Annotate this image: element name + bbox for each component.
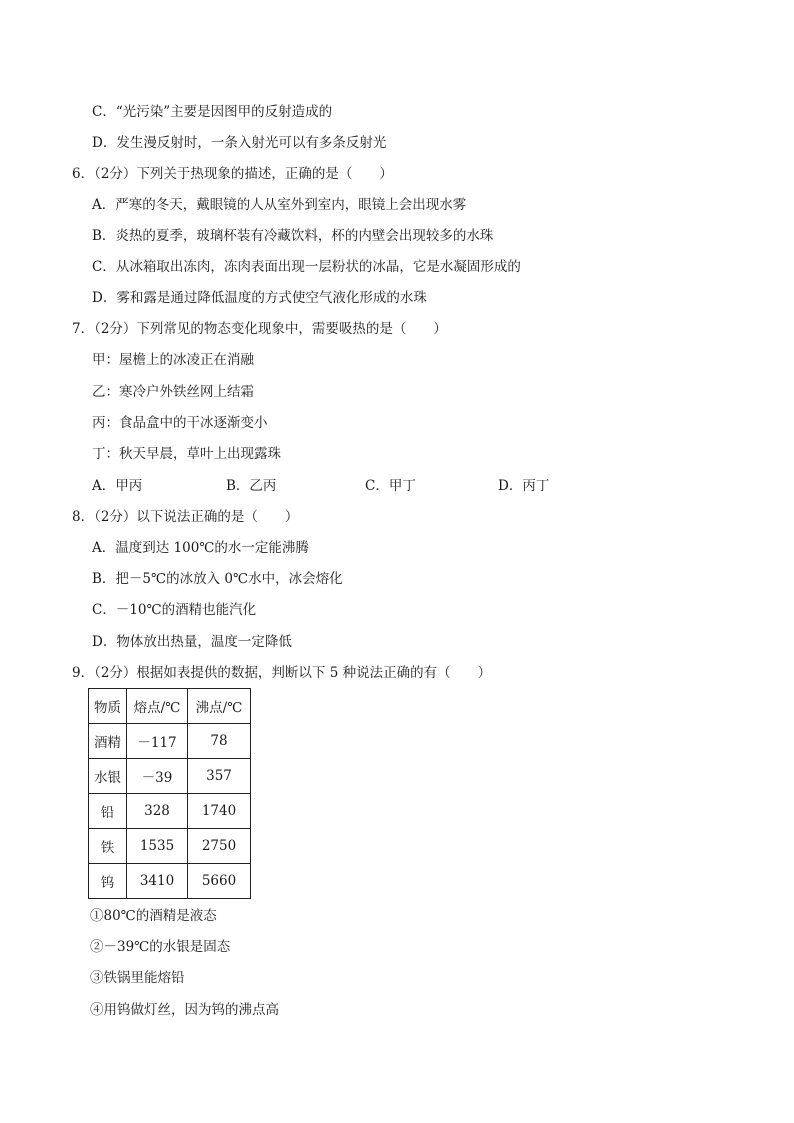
table-header-cell: 熔点/℃ xyxy=(127,689,188,724)
table-cell: －117 xyxy=(127,724,188,759)
table-cell: 铅 xyxy=(89,794,127,829)
table-cell: 357 xyxy=(188,759,251,794)
q6-option-b: B．炎热的夏季，玻璃杯装有冷藏饮料，杯的内壁会出现较多的水珠 xyxy=(92,228,494,244)
table-cell: 5660 xyxy=(188,864,251,899)
q7-option-a: A．甲丙 xyxy=(92,478,143,494)
table-header-cell: 物质 xyxy=(89,689,127,724)
q5-option-d: D．发生漫反射时，一条入射光可以有多条反射光 xyxy=(92,135,387,151)
q8-stem: 8．（2分）以下说法正确的是（ ） xyxy=(72,509,299,525)
table-header-row xyxy=(89,689,251,724)
table-row xyxy=(89,724,251,759)
q9-statement-2: ②－39℃的水银是固态 xyxy=(90,939,231,955)
q7-stem: 7．（2分）下列常见的物态变化现象中，需要吸热的是（ ） xyxy=(72,321,447,337)
q7-item-yi: 乙：寒冷户外铁丝网上结霜 xyxy=(92,384,254,400)
q5-option-c: C．“光污染”主要是因图甲的反射造成的 xyxy=(92,104,333,120)
q9-statement-3: ③铁锅里能熔铅 xyxy=(90,970,185,986)
table-cell: 钨 xyxy=(89,864,127,899)
table-cell: 酒精 xyxy=(89,724,127,759)
q9-stem: 9．（2分）根据如表提供的数据，判断以下 5 种说法正确的有（ ） xyxy=(72,665,492,681)
q7-item-bing: 丙：食品盒中的干冰逐渐变小 xyxy=(92,415,268,431)
table-cell: 78 xyxy=(188,724,251,759)
q6-option-c: C．从冰箱取出冻肉，冻肉表面出现一层粉状的冰晶，它是水凝固形成的 xyxy=(92,259,521,275)
q7-option-b: B．乙丙 xyxy=(226,478,277,494)
table-cell: 铁 xyxy=(89,829,127,864)
table-row xyxy=(89,794,251,829)
q8-option-a: A．温度到达 100℃的水一定能沸腾 xyxy=(92,540,309,556)
q7-option-c: C．甲丁 xyxy=(365,478,416,494)
table-cell: 水银 xyxy=(89,759,127,794)
table-cell: 328 xyxy=(127,794,188,829)
table-header-cell: 沸点/℃ xyxy=(188,689,251,724)
q9-statement-1: ①80℃的酒精是液态 xyxy=(90,908,217,924)
q8-option-c: C．－10℃的酒精也能汽化 xyxy=(92,602,257,618)
q6-option-a: A．严寒的冬天，戴眼镜的人从室外到室内，眼镜上会出现水雾 xyxy=(92,197,467,213)
q6-stem: 6．（2分）下列关于热现象的描述，正确的是（ ） xyxy=(72,166,393,182)
table-row xyxy=(89,759,251,794)
q6-option-d: D．雾和露是通过降低温度的方式使空气液化形成的水珠 xyxy=(92,290,427,306)
q9-statement-4: ④用钨做灯丝，因为钨的沸点高 xyxy=(90,1002,279,1018)
q7-option-d: D．丙丁 xyxy=(498,478,550,494)
q8-option-d: D．物体放出热量，温度一定降低 xyxy=(92,634,292,650)
q8-option-b: B．把－5℃的冰放入 0℃水中，冰会熔化 xyxy=(92,571,343,587)
table-cell: 3410 xyxy=(127,864,188,899)
table-cell: －39 xyxy=(127,759,188,794)
q7-item-ding: 丁：秋天早晨，草叶上出现露珠 xyxy=(92,446,281,462)
table-row xyxy=(89,829,251,864)
table-row xyxy=(89,864,251,899)
q7-item-jia: 甲：屋檐上的冰凌正在消融 xyxy=(92,352,254,368)
substance-properties-table xyxy=(88,688,251,899)
table-cell: 2750 xyxy=(188,829,251,864)
table-cell: 1535 xyxy=(127,829,188,864)
table-cell: 1740 xyxy=(188,794,251,829)
